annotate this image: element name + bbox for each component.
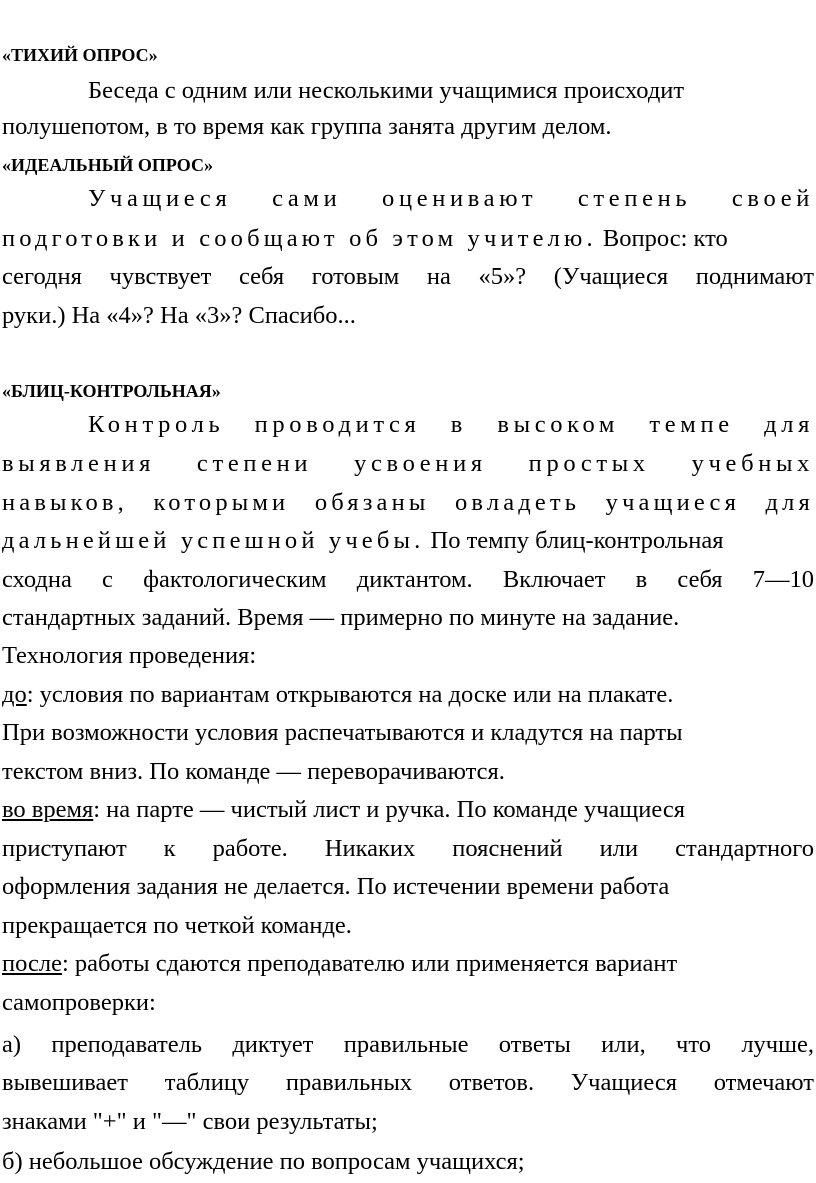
spaced-text: дальнейшей успешной учебы. <box>2 527 425 554</box>
before-label: до <box>2 681 27 708</box>
paragraph-line: полушепотом, в то время как группа занята другим делом. <box>2 113 612 140</box>
text-run: : на парте — чистый лист и ручка. По команде учащиеся <box>93 796 686 823</box>
during-label: во время <box>2 796 94 823</box>
paragraph-line: навыков, которыми обязаны овладеть учащиеся для <box>2 489 814 516</box>
paragraph-line: руки.) На «4»? На «3»? Спасибо... <box>2 302 356 329</box>
paragraph-line: стандартных заданий. Время — примерно по минуте на задание. <box>2 604 680 631</box>
before-stage-line <box>2 680 814 710</box>
text-run: По темпу блиц-контрольная <box>424 527 724 554</box>
paragraph-line: сегодня чувствует себя готовым на «5»? (Учащиеся поднимают <box>2 263 814 290</box>
paragraph-line <box>2 224 814 254</box>
paragraph-line <box>2 526 814 556</box>
paragraph-line: текстом вниз. По команде — переворачиваются. <box>2 758 505 785</box>
list-item-a: а) преподаватель диктует правильные ответы или, что лучше, <box>2 1031 814 1058</box>
paragraph-line: Контроль проводится в высоком темпе для <box>88 411 814 438</box>
heading-blitz-test: «БЛИЦ-КОНТРОЛЬНАЯ» <box>2 381 221 401</box>
paragraph-line: Учащиеся сами оценивают степень своей <box>88 185 814 212</box>
paragraph-line: При возможности условия распечатываются и кладутся на парты <box>2 719 683 746</box>
paragraph-line: вывешивает таблицу правильных ответов. Учащиеся отмечают <box>2 1069 814 1096</box>
during-stage-line <box>2 795 814 825</box>
list-item-b: б) небольшое обсуждение по вопросам учащихся; <box>2 1148 525 1175</box>
paragraph-line: самопроверки: <box>2 989 156 1016</box>
heading-quiet-survey: «ТИХИЙ ОПРОС» <box>2 45 158 65</box>
text-run: : условия по вариантам открываются на доске или на плакате. <box>26 681 674 708</box>
paragraph-line: прекращается по четкой команде. <box>2 912 352 939</box>
paragraph-line: оформления задания не делается. По истечении времени работа <box>2 873 670 900</box>
paragraph-line: выявления степени усвоения простых учебных <box>2 450 814 477</box>
text-run: Вопрос: кто <box>596 225 728 252</box>
paragraph-line: Технология проведения: <box>2 642 257 669</box>
paragraph-line: Беседа с одним или несколькими учащимися происходит <box>88 77 685 104</box>
paragraph-line: сходна с фактологическим диктантом. Включает в себя 7—10 <box>2 566 814 593</box>
spaced-text: подготовки и сообщают об этом учителю. <box>2 225 597 252</box>
paragraph-line: приступают к работе. Никаких пояснений или стандартного <box>2 835 814 862</box>
paragraph-line: знаками "+" и "—" свои результаты; <box>2 1108 378 1135</box>
text-run: : работы сдаются преподавателю или применяется вариант <box>61 950 678 977</box>
after-label: после <box>2 950 62 977</box>
heading-ideal-survey: «ИДЕАЛЬНЫЙ ОПРОС» <box>2 155 213 175</box>
after-stage-line <box>2 949 814 979</box>
